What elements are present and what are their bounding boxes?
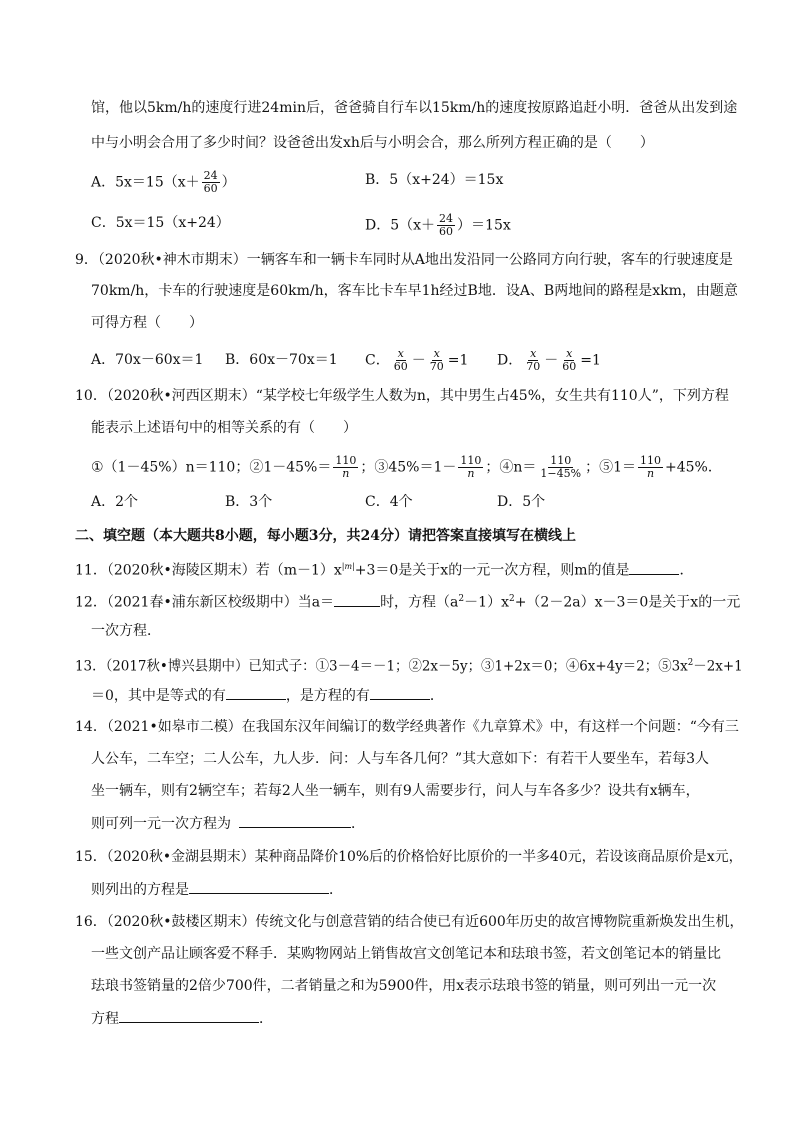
frac-num: x xyxy=(433,347,440,360)
q14-line-4 xyxy=(91,813,365,834)
q12-text: 12．（2021春•浦东新区校级期中）当a＝ xyxy=(75,594,335,611)
q10-statement-end: +45%． xyxy=(665,459,722,476)
q8-option-d-fraction xyxy=(437,213,455,238)
section-2-heading: 二、填空题（本大题共8小题，每小题3分，共24分）请把答案直接填写在横线上 xyxy=(75,528,576,544)
q13-exponent: 2 xyxy=(687,658,694,668)
frac-num: 24 xyxy=(439,212,454,225)
frac-num: 24 xyxy=(203,169,218,182)
q9-option-c-minus: － xyxy=(411,352,426,369)
q13-line-1 xyxy=(75,653,743,677)
q10-option-d: D．5个 xyxy=(497,494,546,510)
q15-end: ． xyxy=(329,882,343,898)
q14-text: 则可列一元一次方程为 xyxy=(91,816,231,832)
q16-line-2: 一些文创产品让顾客爱不释手．某购物网站上销售故宫文创笔记本和珐琅书签，若文创笔记本的销量比 xyxy=(91,946,721,962)
q16-line-4 xyxy=(91,1008,273,1029)
q10-option-b: B．3个 xyxy=(225,494,273,510)
frac-num: x xyxy=(397,347,404,360)
q10-statements xyxy=(91,455,722,480)
q13-answer-blank-2[interactable] xyxy=(370,685,430,700)
frac-num: 110 xyxy=(550,454,572,467)
q8-option-a-text: A．5x＝15（x＋ xyxy=(91,174,200,191)
q10-option-a: A．2个 xyxy=(91,494,139,510)
q11-end: ． xyxy=(679,562,694,579)
q9-option-d-fraction-1 xyxy=(524,348,542,373)
q9-option-d-end: =1 xyxy=(580,352,601,369)
frac-den: 70 xyxy=(526,360,541,373)
q10-statement-4: ；④n＝ xyxy=(485,459,537,476)
q12-line-2: 一次方程． xyxy=(91,623,161,639)
q10-statement-3: ；③45%＝1－ xyxy=(360,459,457,476)
q16-line-3: 珐琅书签销量的2倍少700件，二者销量之和为5900件，用x表示珐琅书签的销量，则可列出一元一次 xyxy=(91,978,717,994)
q10-statement-5: ；⑤1＝ xyxy=(585,459,636,476)
q9-option-c-fraction-2 xyxy=(428,348,446,373)
frac-den: 70 xyxy=(429,360,444,373)
frac-den: n xyxy=(342,467,350,480)
q10-fraction-4 xyxy=(638,455,663,480)
q13-text: 13．（2017秋•博兴县期中）已知式子：①3－4＝－1；②2x－5y；③1+2x＝0；④6x+4y＝2；⑤3x xyxy=(75,658,688,675)
frac-den: 60 xyxy=(562,360,577,373)
q16-answer-blank[interactable] xyxy=(119,1008,259,1023)
q15-text: 则列出的方程是 xyxy=(91,882,189,898)
q14-line-2: 人公车，二车空；二人公车，九人步．问：人与车各几何？”其大意如下：有若干人要坐车，若每3人 xyxy=(91,751,710,767)
q8-option-a-end: ） xyxy=(221,174,236,191)
frac-den: 1−45% xyxy=(540,467,582,480)
q11-text: 11．（2020秋•海陵区期末）若（m－1）x xyxy=(75,562,342,579)
q13-text-2: －2x+1 xyxy=(693,658,743,675)
frac-num: x xyxy=(530,347,537,360)
q12-line-1 xyxy=(75,589,740,613)
q9-option-d-label: D． xyxy=(497,352,523,369)
frac-num: 110 xyxy=(460,454,482,467)
q12-text-4: +（2－2a）x－3＝0是关于x的一元 xyxy=(514,594,741,611)
q10-option-c: C．4个 xyxy=(365,494,413,510)
q13-line-2 xyxy=(91,685,444,706)
q10-line-1: 10．（2020秋•河西区期末）“某学校七年级学生人数为n，其中男生占45%，女生共有110人”，下列方程 xyxy=(75,388,729,404)
frac-num: x xyxy=(566,347,573,360)
q16-text: 方程 xyxy=(91,1011,119,1027)
q8-option-d xyxy=(365,213,511,238)
q8-option-a-fraction xyxy=(202,170,220,195)
q11 xyxy=(75,557,693,581)
q14-end: ． xyxy=(351,816,365,832)
q8-option-c: C．5x＝15（x+24） xyxy=(91,215,230,231)
q14-line-3: 坐一辆车，则有2辆空车；若每2人坐一辆车，则有9人需要步行，问人与车各多少？设共有x辆车， xyxy=(91,783,700,799)
q14-answer-blank[interactable] xyxy=(239,813,351,828)
frac-num: 110 xyxy=(640,454,661,467)
q8-line-2: 中与小明会合用了多少时间？设爸爸出发xh后与小明会合，那么所列方程正确的是（ ） xyxy=(91,135,654,151)
q9-option-c-end: =1 xyxy=(447,352,469,369)
q9-option-c-fraction-1 xyxy=(392,348,410,373)
q11-text-2: +3＝0是关于x的一元一次方程，则m的值是 xyxy=(354,562,630,579)
q9-line-3: 可得方程（ ） xyxy=(91,315,203,331)
q8-option-a xyxy=(91,170,236,195)
q15-line-1: 15．（2020秋•金湖县期末）某种商品降价10%后的价格恰好比原价的一半多40元，若设该商品原价是x元， xyxy=(75,849,743,865)
q10-fraction-2 xyxy=(458,455,483,480)
q9-line-1: 9．（2020秋•神木市期末）一辆客车和一辆卡车同时从A地出发沿同一公路同方向行驶，客车的行驶速度是 xyxy=(75,252,733,268)
q14-line-1: 14．（2021•如皋市二模）在我国东汉年间编订的数学经典著作《九章算术》中，有这样一个问题：“今有三 xyxy=(75,719,739,735)
q13-answer-blank-1[interactable] xyxy=(226,685,286,700)
q13-text-3: ＝0，其中是等式的有 xyxy=(91,688,226,704)
frac-den: 60 xyxy=(203,182,218,195)
q9-option-d xyxy=(497,348,601,373)
frac-den: 60 xyxy=(439,225,454,238)
frac-den: n xyxy=(646,467,655,480)
frac-num: 110 xyxy=(335,454,357,467)
q12-exponent-1: 2 xyxy=(458,594,465,604)
q9-option-b: B．60x－70x＝1 xyxy=(225,352,338,368)
q9-option-c xyxy=(365,348,468,373)
q16-end: ． xyxy=(259,1011,273,1027)
q10-line-2: 能表示上述语句中的相等关系的有（ ） xyxy=(91,420,357,436)
q15-line-2 xyxy=(91,879,343,900)
q12-answer-blank[interactable] xyxy=(334,592,380,607)
q8-line-1: 馆，他以5km/h的速度行进24min后，爸爸骑自行车以15km/h的速度按原路追赶小明．爸爸从出发到途 xyxy=(91,100,738,116)
q8-option-d-end: ）＝15x xyxy=(457,217,511,234)
q8-option-d-text: D．5（x＋ xyxy=(365,217,436,234)
q10-fraction-3 xyxy=(538,455,583,480)
q15-answer-blank[interactable] xyxy=(189,879,329,894)
q16-line-1: 16．（2020秋•鼓楼区期末）传统文化与创意营销的结合使已有近600年历史的故宫博物院重新焕发出生机， xyxy=(75,914,744,930)
q11-exponent: |m| xyxy=(341,562,355,571)
q12-text-3: －1）x xyxy=(464,594,509,611)
q11-answer-blank[interactable] xyxy=(629,560,679,575)
q9-option-d-fraction-2 xyxy=(560,348,578,373)
frac-den: n xyxy=(467,467,475,480)
q9-option-d-minus: － xyxy=(544,352,559,369)
q9-option-a: A．70x－60x＝1 xyxy=(91,352,204,368)
frac-den: 60 xyxy=(393,360,408,373)
q10-statement-1: ①（1－45%）n＝110；②1－45%＝ xyxy=(91,459,332,476)
q12-text-2: 时，方程（a xyxy=(380,594,459,611)
q12-exponent-2: 2 xyxy=(508,594,515,604)
q8-option-b: B．5（x+24）＝15x xyxy=(365,172,504,188)
q9-line-2: 70km/h，卡车的行驶速度是60km/h，客车比卡车早1h经过B地．设A、B两地间的路程是xkm，由题意 xyxy=(91,283,738,299)
q13-text-4: ，是方程的有 xyxy=(285,688,370,704)
q9-option-c-label: C． xyxy=(365,352,390,369)
q13-end: ． xyxy=(429,688,444,704)
q10-fraction-1 xyxy=(333,455,358,480)
